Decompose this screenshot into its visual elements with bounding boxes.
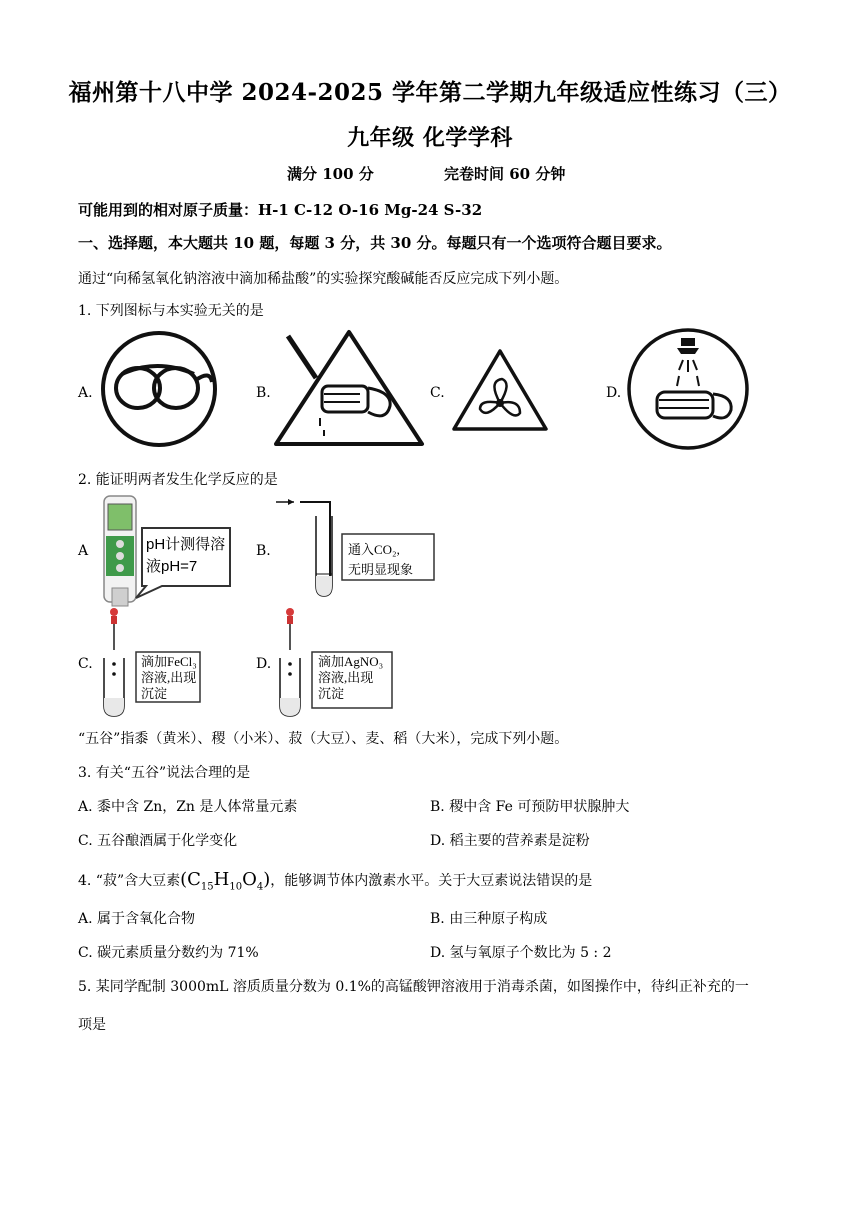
- q1-label-c: C.: [430, 385, 445, 401]
- q3-stem: 3. 有关“五谷”说法合理的是: [78, 765, 251, 781]
- q4-stem: [78, 869, 592, 893]
- ventilation-fan-icon: [450, 347, 550, 433]
- q1-label-a: A.: [78, 385, 93, 401]
- q2-label-a: A: [78, 543, 89, 559]
- q2-stem: 2. 能证明两者发生化学反应的是: [78, 472, 278, 488]
- q2-label-c: C.: [78, 656, 93, 672]
- fecl3-callout-line1: 滴加FeCl₃: [141, 654, 197, 669]
- q4-option-d: D. 氢与氧原子个数比为 5 : 2: [430, 945, 612, 961]
- corrosive-hand-icon: [270, 326, 428, 450]
- q5-stem-line2: 项是: [78, 1017, 106, 1033]
- co2-callout-line1: 通入CO₂,: [348, 542, 400, 557]
- agno3-callout-line1: 滴加AgNO₃: [318, 654, 384, 669]
- ph-callout-line2: 液pH=7: [146, 558, 198, 575]
- q3-option-b: B. 稷中含 Fe 可预防甲状腺肿大: [430, 799, 630, 815]
- q4-formula: $(C_{15}H_{10}O_4)$: [180, 869, 271, 893]
- q2-label-b: B.: [256, 543, 271, 559]
- q4-option-a: A. 属于含氧化合物: [78, 911, 196, 927]
- q3-option-c: C. 五谷酿酒属于化学变化: [78, 833, 238, 849]
- ph-callout: [146, 534, 225, 578]
- fecl3-callout-line3: 沉淀: [141, 686, 168, 701]
- section-intro: 通过“向稀氢氧化钠溶液中滴加稀盐酸”的实验探究酸碱能否反应完成下列小题。: [78, 271, 569, 287]
- exam-time: 完卷时间 60 分钟: [444, 165, 566, 183]
- co2-callout-line2: 无明显现象: [348, 562, 414, 577]
- fecl3-callout: [141, 654, 197, 702]
- q3-option-d: D. 稻主要的营养素是淀粉: [430, 833, 590, 849]
- q4-stem-post: ，能够调节体内激素水平。关于大豆素说法错误的是: [270, 873, 593, 889]
- q2-label-d: D.: [256, 656, 272, 672]
- ph-callout-line1: pH计测得溶: [146, 536, 226, 553]
- exam-subtitle: 九年级 化学学科: [347, 125, 513, 151]
- atomic-masses: 可能用到的相对原子质量：H-1 C-12 O-16 Mg-24 S-32: [78, 201, 483, 219]
- exam-title: 福州第十八中学 2024-2025 学年第二学期九年级适应性练习（三）: [68, 79, 792, 106]
- q5-stem-line1: 5. 某同学配制 3000mL 溶质质量分数为 0.1%的高锰酸钾溶液用于消毒杀菌，如图操作中，待纠正补充的一: [78, 979, 749, 995]
- agno3-callout: [318, 654, 383, 702]
- q4-stem-pre: 4. “菽”含大豆素: [78, 873, 181, 889]
- wash-hands-icon: [625, 326, 751, 452]
- q3-option-a: A. 黍中含 Zn，Zn 是人体常量元素: [78, 799, 298, 815]
- q4-option-b: B. 由三种原子构成: [430, 911, 548, 927]
- full-score: 满分 100 分: [287, 165, 374, 183]
- co2-callout: [348, 540, 413, 580]
- wugu-intro: “五谷”指黍（黄米）、稷（小米）、菽（大豆）、麦、稻（大米），完成下列小题。: [78, 731, 569, 747]
- agno3-callout-line2: 溶液,出现: [318, 670, 374, 685]
- q4-option-c: C. 碳元素质量分数约为 71%: [78, 945, 259, 961]
- q1-label-d: D.: [606, 385, 622, 401]
- q1-stem: 1. 下列图标与本实验无关的是: [78, 303, 264, 319]
- agno3-callout-line3: 沉淀: [318, 686, 345, 701]
- q1-label-b: B.: [256, 385, 271, 401]
- fecl3-callout-line2: 溶液,出现: [141, 670, 197, 685]
- section-heading: 一、选择题，本大题共 10 题，每题 3 分，共 30 分。每题只有一个选项符合题目要求。: [78, 234, 672, 252]
- goggles-icon: [100, 330, 218, 448]
